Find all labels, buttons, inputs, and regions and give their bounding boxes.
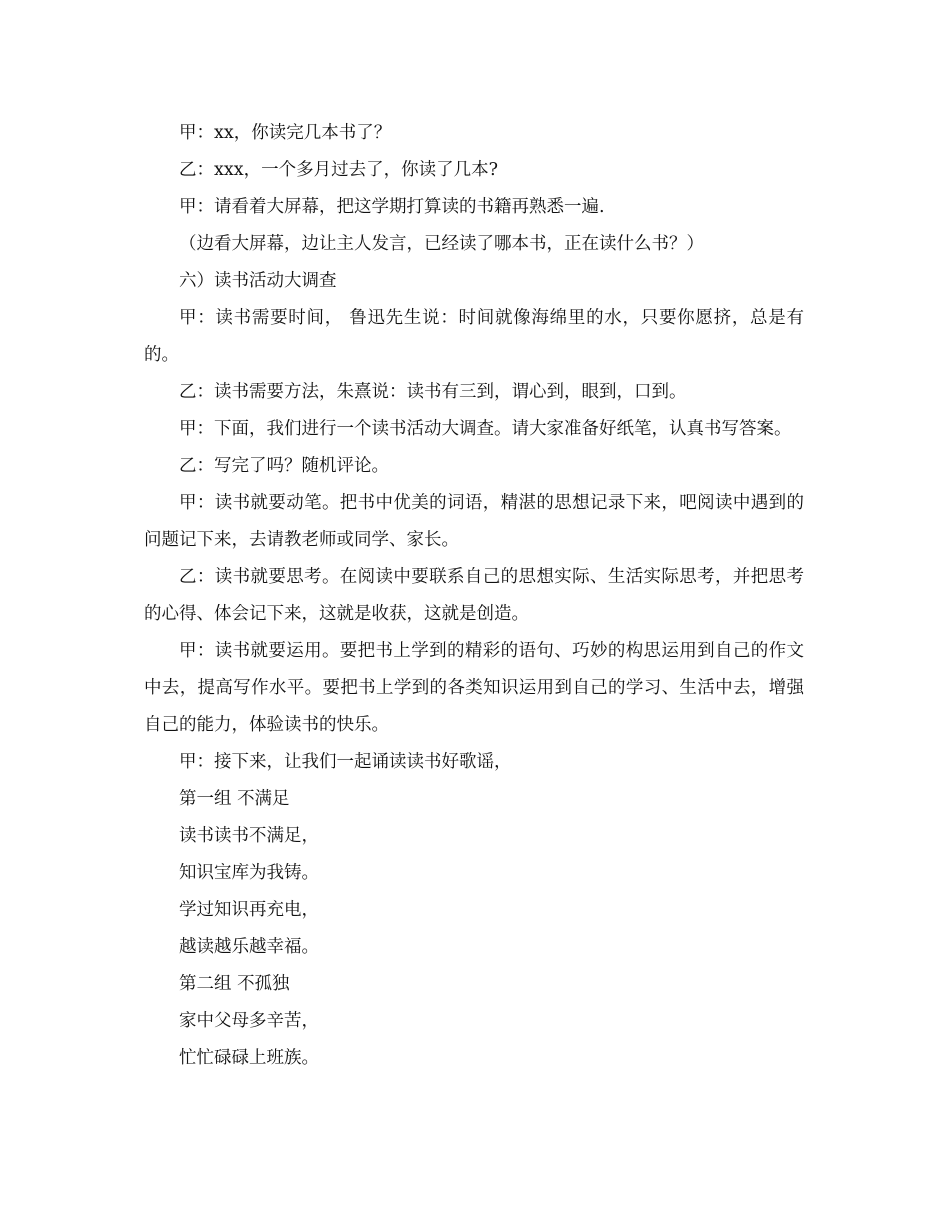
paragraph: 乙：读书需要方法，朱熹说：读书有三到，谓心到，眼到，口到。	[179, 382, 687, 402]
paragraph: 乙：写完了吗？随机评论。	[179, 456, 389, 476]
verse-line: 越读越乐越幸福。	[179, 937, 319, 957]
verse-line: 学过知识再充电，	[179, 900, 319, 920]
paragraph: （边看大屏幕，边让主人发言，已经读了哪本书，正在读什么书？）	[179, 234, 704, 254]
paragraph: 乙：读书就要思考。在阅读中要联系自己的思想实际、生活实际思考，并把思考的心得、体会记下来，这就是收获，这就是创造。	[144, 567, 804, 624]
section-heading: 六）读书活动大调查	[179, 271, 337, 291]
verse-line: 知识宝库为我铸。	[179, 863, 319, 883]
paragraph: 甲：下面，我们进行一个读书活动大调查。请大家准备好纸笔，认真书写答案。	[179, 419, 792, 439]
paragraph: 甲：接下来，让我们一起诵读读书好歌谣，	[179, 752, 512, 772]
verse-line: 读书读书不满足，	[179, 826, 319, 846]
paragraph: 甲：读书就要动笔。把书中优美的词语，精湛的思想记录下来，吧阅读中遇到的问题记下来，去请教老师或同学、家长。	[144, 493, 804, 550]
paragraph: 甲：读书就要运用。要把书上学到的精彩的语句、巧妙的构思运用到自己的作文中去，提高写作水平。要把书上学到的各类知识运用到自己的学习、生活中去，增强自己的能力，体验读书的快乐。	[144, 641, 804, 735]
verse-group-title: 第二组 不孤独	[179, 974, 290, 994]
paragraph: 乙：xxx，一个多月过去了，你读了几本?	[179, 160, 498, 180]
verse-group-title: 第一组 不满足	[179, 789, 290, 809]
paragraph: 甲：请看着大屏幕，把这学期打算读的书籍再熟悉一遍.	[179, 197, 605, 217]
verse-line: 忙忙碌碌上班族。	[179, 1048, 319, 1068]
verse-line: 家中父母多辛苦，	[179, 1011, 319, 1031]
paragraph: 甲：xx，你读完几本书了？	[179, 123, 392, 143]
paragraph: 甲：读书需要时间， 鲁迅先生说：时间就像海绵里的水，只要你愿挤，总是有的。	[144, 308, 804, 365]
document-body	[144, 115, 804, 1077]
